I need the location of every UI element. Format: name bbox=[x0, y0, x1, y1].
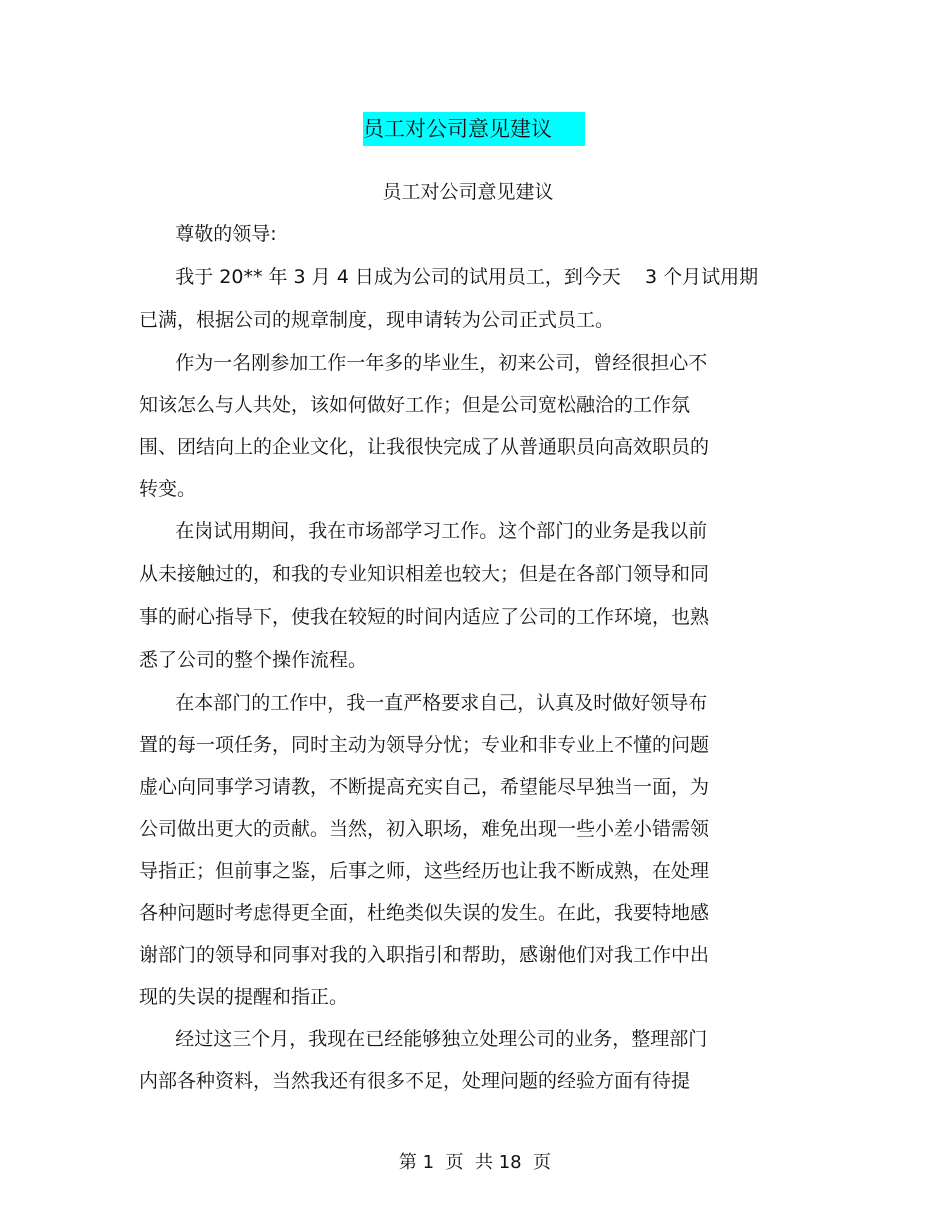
body-line: 在岗试用期间，我在市场部学习工作。这个部门的业务是我以前 bbox=[139, 520, 708, 542]
body-line: 在本部门的工作中，我一直严格要求自己，认真及时做好领导布 bbox=[139, 692, 708, 714]
body-line: 谢部门的领导和同事对我的入职指引和帮助，感谢他们对我工作中出 bbox=[139, 944, 710, 966]
body-line: 知该怎么与人共处，该如何做好工作；但是公司宽松融洽的工作氛 bbox=[139, 394, 691, 416]
body-line: 我于 20** 年 3 月 4 日成为公司的试用员工，到今天 3 个月试用期 bbox=[139, 266, 759, 288]
body-line: 虚心向同事学习请教，不断提高充实自己，希望能尽早独当一面，为 bbox=[139, 776, 710, 798]
body-line: 悉了公司的整个操作流程。 bbox=[139, 649, 368, 671]
body-line: 从未接触过的，和我的专业知识相差也较大；但是在各部门领导和同 bbox=[139, 563, 710, 585]
document-subtitle: 员工对公司意见建议 bbox=[382, 181, 554, 203]
body-line: 尊敬的领导: bbox=[139, 223, 277, 245]
body-line: 现的失误的提醒和指正。 bbox=[139, 986, 349, 1008]
page-footer: 第 1 页 共 18 页 bbox=[398, 1152, 552, 1173]
document-title: 员工对公司意见建议 bbox=[363, 112, 585, 146]
body-line: 公司做出更大的贡献。当然，初入职场，难免出现一些小差小错需领 bbox=[139, 818, 710, 840]
body-line: 围、团结向上的企业文化，让我很快完成了从普通职员向高效职员的 bbox=[139, 436, 710, 458]
body-line: 经过这三个月，我现在已经能够独立处理公司的业务，整理部门 bbox=[139, 1028, 708, 1050]
body-line: 事的耐心指导下，使我在较短的时间内适应了公司的工作环境，也熟 bbox=[139, 606, 710, 628]
body-line: 导指正；但前事之鉴，后事之师，这些经历也让我不断成熟，在处理 bbox=[139, 860, 710, 882]
body-line: 转变。 bbox=[139, 478, 197, 500]
body-line: 已满，根据公司的规章制度，现申请转为公司正式员工。 bbox=[139, 309, 615, 331]
body-line: 各种问题时考虑得更全面，杜绝类似失误的发生。在此，我要特地感 bbox=[139, 902, 710, 924]
body-line: 置的每一项任务，同时主动为领导分忧；专业和非专业上不懂的问题 bbox=[139, 734, 710, 756]
body-line: 作为一名刚参加工作一年多的毕业生，初来公司，曾经很担心不 bbox=[139, 352, 708, 374]
body-line: 内部各种资料，当然我还有很多不足，处理问题的经验方面有待提 bbox=[139, 1070, 691, 1092]
